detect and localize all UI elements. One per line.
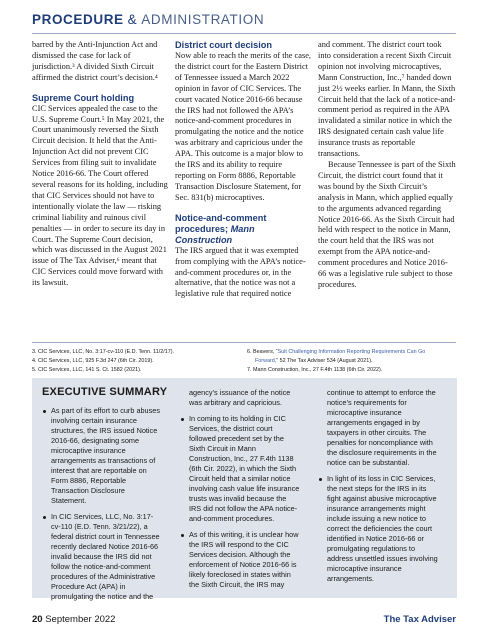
subheading-supreme-court: Supreme Court holding: [32, 92, 135, 103]
footnote-7: 7. Mann Construction, Inc., 27 F.4th 1138 (6th Cir. 2022).: [247, 367, 383, 373]
summary-bullet: In light of its loss in CIC Services, the next steps for the IRS in its fight against abusive microcaptive insurance arrangements might include issuing a new notice to correct the deficiencies the court identified in Notice 2016-66 or promulgating regulations to address unsettled issues involving microcaptive insurance arrangements.: [318, 474, 438, 584]
footnote-text: ” 52 The Tax Adviser 534 (August 2021).: [276, 358, 373, 364]
footnote-link[interactable]: Suit Challenging Information Reporting Requirements Can Go: [277, 349, 426, 355]
footnote-3: 3. CIC Services, LLC, No. 3:17-cv-110 (E.D. Tenn. 11/2/17).: [32, 349, 175, 355]
summary-bullet: As part of its effort to curb abuses involving certain insurance structures, the IRS issued Notice 2016-66, designating some microcaptive insurance arrangements as transactions of interest that are reportable on Form 8886, Reportable Transaction Disclosure Statement.: [42, 406, 162, 506]
publication-name: The Tax Adviser: [383, 614, 456, 625]
page-footer: [32, 614, 456, 628]
section-label: PROCEDURE: [32, 11, 124, 27]
footnotes-right: [247, 348, 462, 375]
article-column-2: [175, 40, 313, 300]
page-number: 20: [32, 614, 43, 625]
summary-continuation: agency’s issuance of the notice was arbitrary and capricious.: [189, 388, 291, 407]
footnote-rule: [32, 342, 456, 343]
summary-column-1: [42, 406, 162, 608]
issue-date: September 2022: [45, 614, 116, 625]
article-column-1: [32, 40, 170, 289]
paragraph: and comment. The district court took into consideration a recent Sixth Circuit opinion not involving microcaptives, Mann Construction, Inc.,⁷ handed down just 2½ weeks earlier. In Mann, the Sixth Circuit held that the lack of a notice-and-comment period as required in the APA invalidated a similar notice in which the IRS designated certain cash value life insurance trusts as reportable transactions.: [318, 40, 456, 159]
executive-summary-box: [32, 378, 457, 601]
header-ampersand: &: [127, 11, 138, 27]
subheading-case-name: Mann Construction: [175, 223, 255, 245]
section-header: [32, 6, 472, 32]
executive-summary-title: EXECUTIVE SUMMARY: [42, 386, 168, 398]
footnotes-left: [32, 348, 232, 375]
footnote-6: [247, 348, 462, 357]
subheading-district-court: District court decision: [175, 40, 272, 50]
summary-column-2: [180, 388, 300, 596]
paragraph: The IRS argued that it was exempted from complying with the APA’s notice-and-comment procedures or, in the alternative, that the notice was not a legislative rule that required notice: [175, 245, 306, 299]
subsection-label: ADMINISTRATION: [141, 11, 265, 27]
header-rule: [32, 33, 456, 34]
summary-bullet: As of this writing, it is unclear how the IRS will respond to the CIC Services decision. Although the enforcement of Notice 2016-66 is likely foreclosed in states within the Sixth Circuit, the IRS may: [180, 530, 300, 590]
subheading-notice-and-comment: [175, 213, 313, 246]
article-column-3: [318, 40, 456, 291]
paragraph: Now able to reach the merits of the case, the district court for the Eastern District of Tennessee issued a March 2022 opinion in favor of CIC Services. The court vacated Notice 2016-66 because the IRS had not followed the APA’s notice-and-comment procedures in promulgating the notice and the notice was arbitrary and capricious under the APA. This outcome is a major blow to the IRS and its ability to require reporting on Form 8886, Reportable Transaction Disclosure Statement, for Sec. 831(b) microcaptives.: [175, 51, 311, 202]
summary-continuation: continue to attempt to enforce the notice’s requirements for microcaptive insurance arrangements engaged in by taxpayers in other circuits. The penalties for noncompliance with the disclosure requirements in the notice can be substantial.: [327, 388, 437, 467]
footnote-6-cont: [247, 357, 462, 366]
subheading-text: Notice-and-comment procedures;: [175, 212, 267, 234]
paragraph: barred by the Anti-Injunction Act and dismissed the case for lack of jurisdiction.³ A divided Sixth Circuit affirmed the district court’s decision.⁴: [32, 40, 158, 82]
summary-column-3: [318, 388, 438, 590]
paragraph: Because Tennessee is part of the Sixth Circuit, the district court found that it was bound by the Sixth Circuit’s analysis in Mann, which applied equally to the arguments advanced regarding Notice 2016-66. As the Sixth Circuit had held with respect to the notice in Mann, the court held that the IRS was not exempt from the APA notice-and-comment procedures and Notice 2016-66 was a legislative rule subject to those procedures.: [318, 159, 456, 289]
paragraph: CIC Services appealed the case to the U.S. Supreme Court.⁵ In May 2021, the Court unanimously reversed the Sixth Circuit decision. It held that the Anti-Injunction Act did not prevent CIC Services from filing suit to invalidate Notice 2016-66. The Court offered several reasons for its holding, including that CIC Services should not have to intentionally violate the law — risking criminal liability and ruinous civil penalties — in order to secure its day in Court. The Supreme Court decision, which was discussed in the August 2021 issue of The Tax Adviser,⁶ meant that CIC Services could move forward with its lawsuit.: [32, 103, 168, 288]
page-info: [32, 614, 115, 625]
summary-bullet: In coming to its holding in CIC Services, the district court followed precedent set by the Sixth Circuit in Mann Construction, Inc., 27 F.4th 1138 (6th Cir. 2022), in which the Sixth Circuit held that a similar notice involving cash value life insurance trusts was invalid because the IRS did not follow the APA notice-and-comment procedures.: [180, 414, 300, 524]
footnote-5: 5. CIC Services, LLC, 141 S. Ct. 1582 (2021).: [32, 367, 142, 373]
footnote-text: 6. Beavers, “: [247, 349, 278, 355]
footnote-link-cont[interactable]: Forward,: [255, 358, 277, 364]
summary-bullet: In CIC Services, LLC, No. 3:17-cv-110 (E.D. Tenn. 3/21/22), a federal district court in Tennessee recently declared Notice 2016-66 invalid because the IRS did not follow the notice-and-comment procedures of the Administrative Procedure Act (APA) in promulgating the notice and the: [42, 512, 162, 602]
footnote-4: 4. CIC Services, LLC, 925 F.3d 247 (6th Cir. 2019).: [32, 358, 154, 364]
